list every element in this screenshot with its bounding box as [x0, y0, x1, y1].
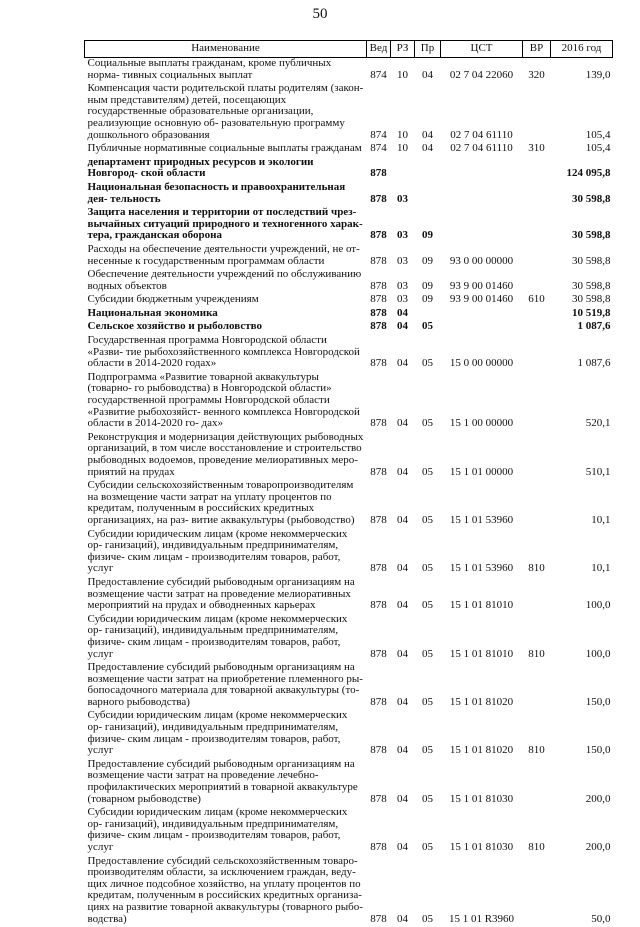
table-row [85, 143, 613, 157]
row-sum: 10,1 [551, 480, 613, 528]
row-rz: 03 [391, 182, 415, 207]
row-vr [523, 182, 551, 207]
table-row [85, 58, 613, 84]
row-pr: 05 [415, 529, 441, 577]
row-cst: 15 0 00 00000 [441, 335, 523, 372]
row-sum: 150,0 [551, 710, 613, 758]
row-vr [523, 480, 551, 528]
header-sum: 2016 год [551, 41, 613, 58]
row-pr: 05 [415, 614, 441, 662]
row-name: Государственная программа Новгородской области «Разви- тие рыбохозяйственного комплекса Новгородской области в 2014-2020 годах» [85, 335, 367, 372]
row-vr: 810 [523, 614, 551, 662]
row-pr: 05 [415, 710, 441, 758]
row-vr: 810 [523, 529, 551, 577]
row-pr: 04 [415, 58, 441, 84]
row-cst: 02 7 04 22060 [441, 58, 523, 84]
row-sum: 1 087,6 [551, 335, 613, 372]
row-ved: 874 [367, 58, 391, 84]
table-row [85, 529, 613, 577]
table-row [85, 432, 613, 480]
row-name: Предоставление субсидий рыбоводным организациям на возмещение части затрат на проведение мелиоративных мероприятий на прудах и обводненных карьерах [85, 577, 367, 614]
table-row [85, 614, 613, 662]
row-pr: 09 [415, 207, 441, 244]
row-name: Обеспечение деятельности учреждений по обслуживанию водных объектов [85, 269, 367, 294]
row-pr: 04 [415, 83, 441, 143]
row-pr: 05 [415, 480, 441, 528]
row-sum: 10,1 [551, 529, 613, 577]
row-cst: 02 7 04 61110 [441, 83, 523, 143]
row-ved: 878 [367, 807, 391, 855]
row-cst: 93 9 00 01460 [441, 294, 523, 308]
row-sum: 30 598,8 [551, 182, 613, 207]
row-pr: 05 [415, 321, 441, 335]
row-vr [523, 308, 551, 322]
page-number: 50 [0, 6, 640, 23]
row-vr: 610 [523, 294, 551, 308]
row-name: Подпрограмма «Развитие товарной аквакультуры (товарно- го рыбоводства) в Новгородской области» государственной программы Новгородской области «Развитие рыбохозяйст- венного комплекса Новгородской области в 2014-2020 го- дах» [85, 372, 367, 432]
row-ved: 878 [367, 577, 391, 614]
header-ved: Вед [367, 41, 391, 58]
row-sum: 30 598,8 [551, 294, 613, 308]
row-ved: 878 [367, 269, 391, 294]
row-sum: 200,0 [551, 759, 613, 807]
table-row [85, 710, 613, 758]
row-rz: 04 [391, 856, 415, 927]
row-pr: 05 [415, 432, 441, 480]
table-row [85, 480, 613, 528]
row-cst: 15 1 01 81020 [441, 662, 523, 710]
row-cst [441, 157, 523, 182]
table-row [85, 321, 613, 335]
row-cst: 02 7 04 61110 [441, 143, 523, 157]
row-vr [523, 244, 551, 269]
row-vr: 810 [523, 710, 551, 758]
row-name: Компенсация части родительской платы родителям (закон- ным представителям) детей, посещающих государственные образовательные организации, реализующие основную об- разовательную программу дошкольного образования [85, 83, 367, 143]
row-ved: 878 [367, 614, 391, 662]
header-cst: ЦСТ [441, 41, 523, 58]
row-sum: 30 598,8 [551, 207, 613, 244]
row-vr [523, 577, 551, 614]
row-name: Реконструкция и модернизация действующих рыбоводных организаций, в том числе восстановление и строительство рыбоводных водоемов, проведение мелиоративных меро- приятий на прудах [85, 432, 367, 480]
row-rz: 04 [391, 480, 415, 528]
row-pr: 09 [415, 244, 441, 269]
row-sum: 105,4 [551, 83, 613, 143]
row-pr [415, 308, 441, 322]
row-cst: 15 1 01 81010 [441, 614, 523, 662]
row-sum: 510,1 [551, 432, 613, 480]
row-cst: 15 1 01 00000 [441, 432, 523, 480]
row-sum: 30 598,8 [551, 269, 613, 294]
table-row [85, 207, 613, 244]
row-ved: 878 [367, 244, 391, 269]
header-row [85, 41, 613, 58]
table-row [85, 807, 613, 855]
row-rz: 04 [391, 577, 415, 614]
row-ved: 878 [367, 294, 391, 308]
row-rz: 03 [391, 294, 415, 308]
row-pr: 05 [415, 577, 441, 614]
table-row [85, 294, 613, 308]
row-name: Национальная безопасность и правоохранительная дея- тельность [85, 182, 367, 207]
table-row [85, 83, 613, 143]
row-name: Субсидии бюджетным учреждениям [85, 294, 367, 308]
row-name: Субсидии юридическим лицам (кроме некоммерческих ор- ганизаций), индивидуальным предпринимателям, физиче- ским лицам - производителям товаров, работ, услуг [85, 614, 367, 662]
row-cst [441, 308, 523, 322]
row-pr: 05 [415, 662, 441, 710]
row-pr: 05 [415, 759, 441, 807]
row-sum: 10 519,8 [551, 308, 613, 322]
row-name: Субсидии сельскохозяйственным товаропроизводителям на возмещение части затрат на уплату процентов по кредитам, полученным в российских кредитных организациях, на раз- витие аквакультуры (рыбоводство) [85, 480, 367, 528]
row-pr [415, 182, 441, 207]
row-ved: 878 [367, 207, 391, 244]
row-rz: 04 [391, 614, 415, 662]
row-vr [523, 321, 551, 335]
row-ved: 878 [367, 308, 391, 322]
table-row [85, 157, 613, 182]
row-ved: 874 [367, 83, 391, 143]
row-vr [523, 207, 551, 244]
row-name: Субсидии юридическим лицам (кроме некоммерческих ор- ганизаций), индивидуальным предпринимателям, физиче- ским лицам - производителям товаров, работ, услуг [85, 529, 367, 577]
row-vr [523, 372, 551, 432]
row-vr: 810 [523, 807, 551, 855]
row-name: Защита населения и территории от последствий чрез- вычайных ситуаций природного и техногенного харак- тера, гражданская оборона [85, 207, 367, 244]
row-cst: 93 0 00 00000 [441, 244, 523, 269]
header-rz: РЗ [391, 41, 415, 58]
row-sum: 105,4 [551, 143, 613, 157]
row-cst: 15 1 01 R3960 [441, 856, 523, 927]
row-name: Публичные нормативные социальные выплаты гражданам [85, 143, 367, 157]
row-sum: 50,0 [551, 856, 613, 927]
row-rz [391, 157, 415, 182]
row-rz: 04 [391, 321, 415, 335]
row-cst: 15 1 01 53960 [441, 529, 523, 577]
row-rz: 03 [391, 244, 415, 269]
row-sum: 1 087,6 [551, 321, 613, 335]
table-row [85, 856, 613, 927]
row-rz: 10 [391, 143, 415, 157]
row-rz: 03 [391, 207, 415, 244]
row-cst: 93 9 00 01460 [441, 269, 523, 294]
row-cst: 15 1 01 81030 [441, 759, 523, 807]
row-ved: 874 [367, 143, 391, 157]
row-rz: 04 [391, 529, 415, 577]
row-ved: 878 [367, 432, 391, 480]
row-cst: 15 1 01 81030 [441, 807, 523, 855]
row-ved: 878 [367, 759, 391, 807]
row-pr: 09 [415, 269, 441, 294]
row-sum: 100,0 [551, 577, 613, 614]
table-row [85, 269, 613, 294]
row-ved: 878 [367, 321, 391, 335]
row-pr: 05 [415, 856, 441, 927]
row-rz: 04 [391, 432, 415, 480]
table-row [85, 335, 613, 372]
row-rz: 10 [391, 58, 415, 84]
row-ved: 878 [367, 157, 391, 182]
table-header [85, 41, 613, 58]
row-name: Предоставление субсидий рыбоводным организациям на возмещение части затрат на приобретение племенного ры- бопосадочного материала для товарной аквакультуры (то- варного рыбоводства) [85, 662, 367, 710]
row-ved: 878 [367, 372, 391, 432]
row-rz: 04 [391, 308, 415, 322]
row-vr [523, 269, 551, 294]
row-ved: 878 [367, 182, 391, 207]
row-vr [523, 83, 551, 143]
row-rz: 04 [391, 662, 415, 710]
header-name: Наименование [85, 41, 367, 58]
row-vr: 320 [523, 58, 551, 84]
row-rz: 04 [391, 759, 415, 807]
row-rz: 03 [391, 269, 415, 294]
row-pr: 05 [415, 807, 441, 855]
row-name: Расходы на обеспечение деятельности учреждений, не от- несенные к государственным программам области [85, 244, 367, 269]
row-cst: 15 1 01 81020 [441, 710, 523, 758]
row-pr: 09 [415, 294, 441, 308]
row-sum: 100,0 [551, 614, 613, 662]
row-cst: 15 1 01 53960 [441, 480, 523, 528]
row-cst: 15 1 00 00000 [441, 372, 523, 432]
row-rz: 04 [391, 807, 415, 855]
row-sum: 30 598,8 [551, 244, 613, 269]
table-row [85, 662, 613, 710]
row-name: Социальные выплаты гражданам, кроме публичных норма- тивных социальных выплат [85, 58, 367, 84]
table-row [85, 182, 613, 207]
row-vr [523, 432, 551, 480]
budget-table [84, 40, 613, 927]
table-row [85, 244, 613, 269]
row-vr [523, 157, 551, 182]
row-cst [441, 207, 523, 244]
row-sum: 200,0 [551, 807, 613, 855]
table-row [85, 577, 613, 614]
table-body [85, 58, 613, 927]
row-sum: 520,1 [551, 372, 613, 432]
row-pr: 04 [415, 143, 441, 157]
row-name: департамент природных ресурсов и экологии Новгород- ской области [85, 157, 367, 182]
row-vr [523, 856, 551, 927]
row-cst [441, 321, 523, 335]
row-name: Предоставление субсидий рыбоводным организациям на возмещение части затрат на проведение лечебно- профилактических мероприятий в товарной аквакультуре (товарном рыбоводстве) [85, 759, 367, 807]
table-row [85, 372, 613, 432]
row-ved: 878 [367, 710, 391, 758]
row-rz: 10 [391, 83, 415, 143]
row-pr: 05 [415, 335, 441, 372]
row-ved: 878 [367, 335, 391, 372]
row-sum: 150,0 [551, 662, 613, 710]
row-cst [441, 182, 523, 207]
row-cst: 15 1 01 81010 [441, 577, 523, 614]
row-name: Субсидии юридическим лицам (кроме некоммерческих ор- ганизаций), индивидуальным предпринимателям, физиче- ским лицам - производителям товаров, работ, услуг [85, 807, 367, 855]
row-name: Субсидии юридическим лицам (кроме некоммерческих ор- ганизаций), индивидуальным предпринимателям, физиче- ским лицам - производителям товаров, работ, услуг [85, 710, 367, 758]
table-row [85, 759, 613, 807]
header-pr: Пр [415, 41, 441, 58]
row-ved: 878 [367, 662, 391, 710]
row-name: Предоставление субсидий сельскохозяйственным товаро- производителям области, за исключением граждан, веду- щих личное подсобное хозяйство, на уплату процентов по кредитам, полученным в российских кредитных организа- циях на развитие товарной аквакультуры (товарного рыбо- водства) [85, 856, 367, 927]
row-rz: 04 [391, 710, 415, 758]
row-vr [523, 662, 551, 710]
row-name: Сельское хозяйство и рыболовство [85, 321, 367, 335]
row-ved: 878 [367, 529, 391, 577]
row-vr [523, 759, 551, 807]
row-ved: 878 [367, 480, 391, 528]
row-sum: 124 095,8 [551, 157, 613, 182]
table-row [85, 308, 613, 322]
row-pr [415, 157, 441, 182]
row-rz: 04 [391, 372, 415, 432]
row-ved: 878 [367, 856, 391, 927]
row-rz: 04 [391, 335, 415, 372]
row-name: Национальная экономика [85, 308, 367, 322]
header-vr: ВР [523, 41, 551, 58]
row-vr [523, 335, 551, 372]
row-sum: 139,0 [551, 58, 613, 84]
row-vr: 310 [523, 143, 551, 157]
row-pr: 05 [415, 372, 441, 432]
